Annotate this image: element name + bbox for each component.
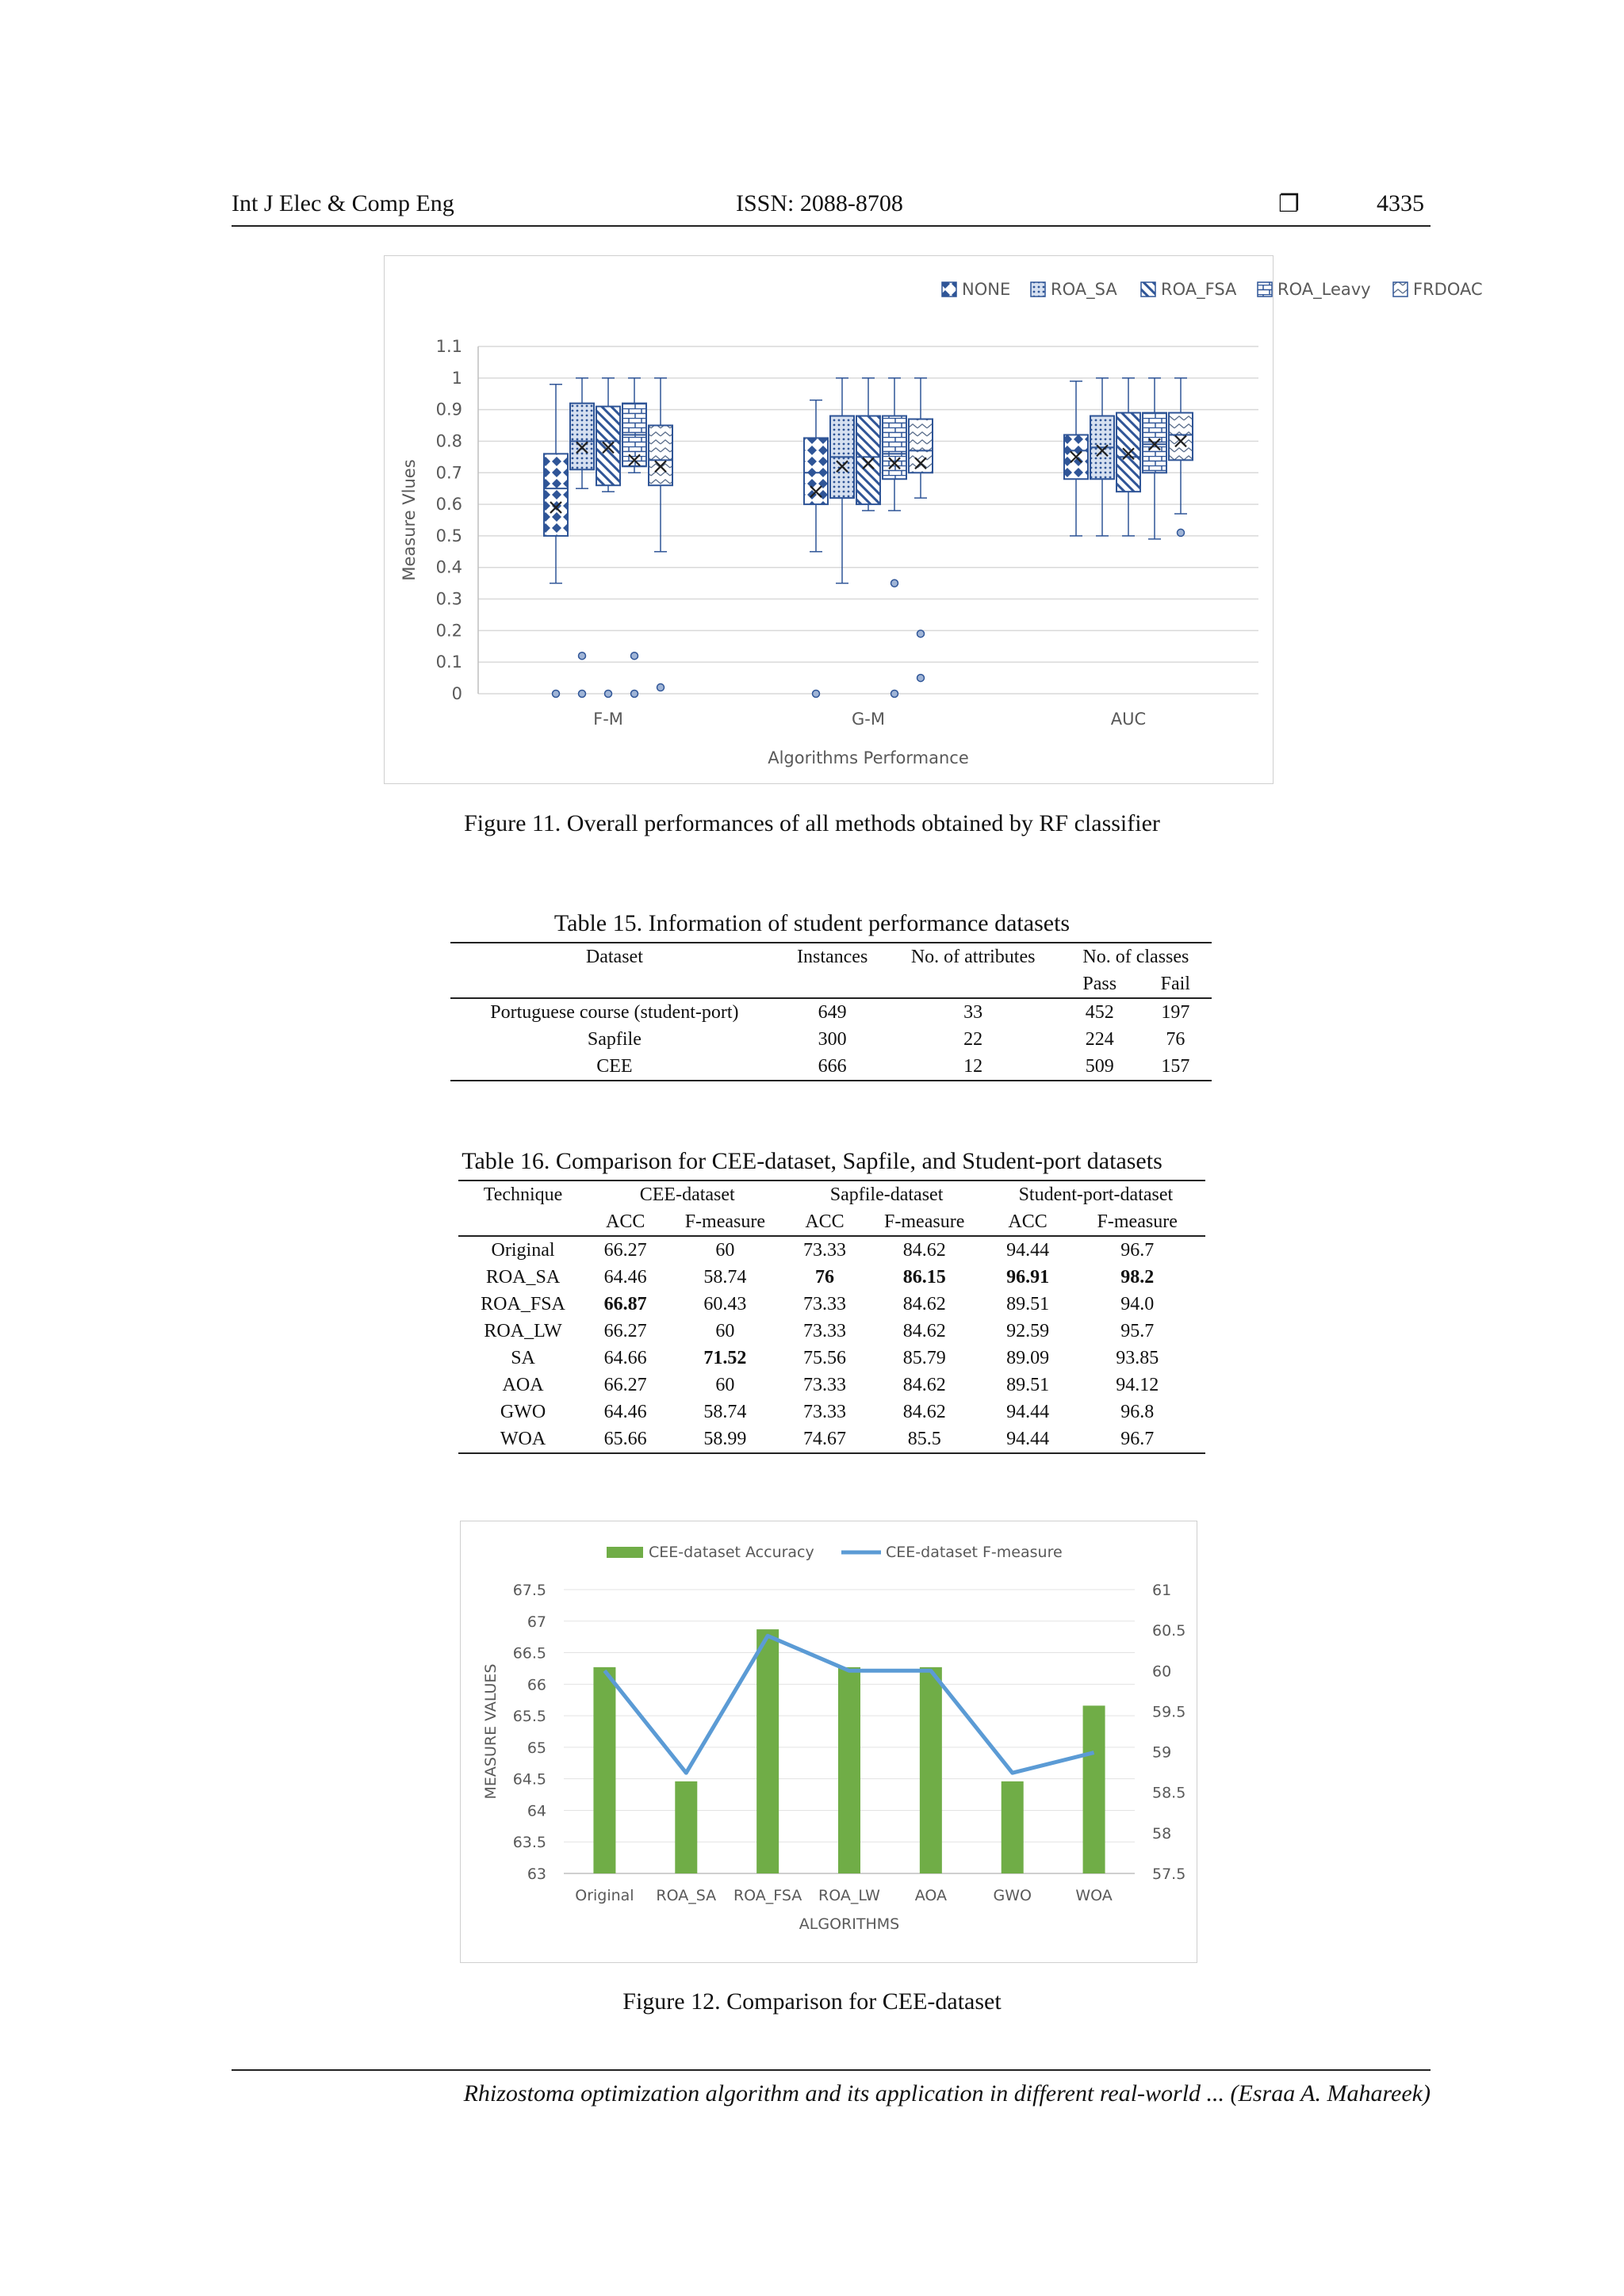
y-tick-label: 0.5 (435, 526, 462, 545)
table-cell: 64.66 (603, 1348, 647, 1368)
legend-swatch (1031, 282, 1045, 297)
table-header-row (450, 943, 1212, 970)
table-cell: 66.87 (603, 1294, 647, 1314)
box (1116, 413, 1140, 492)
legend-label: CEE-dataset F-measure (886, 1544, 1063, 1561)
box-roa_leavy (622, 378, 646, 698)
x-tick-label: ROA_LW (818, 1887, 880, 1904)
y-tick-label: 1.1 (435, 337, 462, 356)
table-row (458, 1264, 1205, 1291)
table-cell: 94.44 (1006, 1429, 1050, 1449)
table-cell: AOA (502, 1375, 544, 1395)
box-roa_sa (1090, 378, 1114, 536)
x-tick-label: AOA (914, 1887, 948, 1904)
table-row (450, 1053, 1212, 1081)
y-tick-label-left: 63 (527, 1866, 546, 1883)
outlier-point (553, 691, 560, 698)
boxplot-chart (385, 256, 1483, 783)
outlier-point (657, 684, 665, 691)
header-cell: Dataset (585, 947, 643, 967)
header-cell: ACC (588, 1208, 663, 1236)
table-cell: Sapfile (587, 1029, 642, 1050)
table-cell: 84.62 (902, 1240, 946, 1261)
legend-swatch (1393, 282, 1408, 297)
y-tick-label: 1 (451, 368, 462, 388)
y-tick-label-left: 65.5 (512, 1708, 546, 1726)
table-cell: 157 (1161, 1056, 1190, 1077)
y-tick-label: 0.1 (435, 652, 462, 672)
box-frdoac (909, 378, 933, 682)
outlier-point (579, 652, 586, 660)
legend-label: CEE-dataset Accuracy (649, 1544, 814, 1561)
table-cell: 89.51 (1006, 1294, 1050, 1314)
table-cell: 94.44 (1006, 1402, 1050, 1422)
table-cell: 94.12 (1116, 1375, 1159, 1395)
table-cell: 33 (963, 1002, 983, 1023)
bar (920, 1667, 942, 1873)
table-cell: 60 (715, 1375, 735, 1395)
box-roa_fsa (596, 378, 620, 698)
y-tick-label-right: 58.5 (1152, 1784, 1186, 1802)
header-cell: No. of classes (1082, 947, 1189, 967)
table-cell: 84.62 (902, 1375, 946, 1395)
y-tick-label-left: 65 (527, 1739, 546, 1757)
legend-item (1031, 280, 1117, 300)
bar (756, 1629, 779, 1873)
box (596, 407, 620, 486)
y-tick-label-left: 64.5 (512, 1770, 546, 1789)
y-axis-label: Measure Vlues (400, 459, 419, 581)
x-tick-label: GWO (993, 1887, 1032, 1904)
legend-item (1141, 280, 1237, 300)
y-tick-label: 0.7 (435, 463, 462, 483)
table-cell: 64.46 (603, 1267, 647, 1288)
table-cell: 94.0 (1120, 1294, 1155, 1314)
box (909, 419, 933, 473)
table-cell: 73.33 (803, 1321, 847, 1341)
issn: ISSN: 2088-8708 (736, 190, 903, 216)
table-cell: 66.27 (603, 1240, 647, 1261)
table-16 (458, 1180, 1205, 1454)
header-rule (232, 225, 1431, 227)
bar (1002, 1781, 1024, 1873)
table-cell: ROA_FSA (481, 1294, 565, 1314)
table-cell: 58.99 (703, 1429, 747, 1449)
header-cell: Fail (1139, 970, 1212, 998)
table-cell: 85.79 (902, 1348, 946, 1368)
y-tick-label: 0.9 (435, 400, 462, 419)
table-cell: 22 (963, 1029, 983, 1050)
header-cell: CEE-dataset (639, 1184, 735, 1205)
box (1143, 413, 1166, 473)
header-cell: Pass (1060, 970, 1139, 998)
table-cell: 58.74 (703, 1267, 747, 1288)
legend-label: NONE (962, 280, 1011, 299)
bar (838, 1667, 860, 1873)
box-roa_leavy (1143, 378, 1166, 539)
y-tick-label-left: 64 (527, 1802, 546, 1820)
table-row (458, 1425, 1205, 1453)
table-cell: 96.91 (1006, 1267, 1050, 1288)
table-15-caption: Table 15. Information of student performance datasets (553, 910, 1071, 936)
y-tick-label-left: 66.5 (512, 1644, 546, 1663)
y-tick-label: 0.6 (435, 495, 462, 515)
legend-item (841, 1544, 1063, 1561)
legend-label: ROA_FSA (1161, 280, 1237, 299)
table-header-row (458, 1181, 1205, 1208)
outlier-point (917, 630, 925, 637)
x-tick-label: ROA_FSA (733, 1887, 802, 1904)
box-roa_sa (830, 378, 854, 584)
table-cell: ROA_LW (484, 1321, 562, 1341)
x-axis-label: ALGORITHMS (799, 1915, 900, 1933)
table-cell: 58.74 (703, 1402, 747, 1422)
figure-11 (384, 255, 1483, 784)
table-cell: 75.56 (803, 1348, 847, 1368)
table-cell: 76 (1166, 1029, 1185, 1050)
legend-swatch (942, 282, 956, 297)
table-cell: WOA (500, 1429, 546, 1449)
table-cell: 197 (1161, 1002, 1190, 1023)
y-tick-label-right: 59.5 (1152, 1703, 1186, 1721)
outlier-point (579, 691, 586, 698)
header-cell: Student-port-dataset (1018, 1184, 1174, 1205)
x-tick-label: F-M (593, 710, 623, 729)
box-none (804, 400, 828, 698)
table-cell: 94.44 (1006, 1240, 1050, 1261)
x-tick-label: G-M (852, 710, 885, 729)
bar-line-chart (461, 1521, 1197, 1962)
table-cell: 66.27 (603, 1375, 647, 1395)
y-tick-label-right: 59 (1152, 1743, 1172, 1762)
box (804, 438, 828, 504)
table-cell: 85.5 (907, 1429, 941, 1449)
table-row (450, 1026, 1212, 1053)
box-none (1064, 381, 1088, 536)
y-tick-label: 0.4 (435, 557, 462, 577)
footer-rule (232, 2069, 1431, 2071)
box (570, 404, 594, 470)
y-tick-label-right: 61 (1152, 1582, 1172, 1599)
table-cell: 73.33 (803, 1294, 847, 1314)
table-row (458, 1345, 1205, 1372)
table-cell: 224 (1085, 1029, 1114, 1050)
outlier-point (917, 675, 925, 682)
table-cell: 60 (715, 1321, 735, 1341)
bar (1083, 1705, 1105, 1873)
box (1169, 413, 1193, 461)
table-cell: 93.85 (1116, 1348, 1159, 1368)
box (883, 416, 906, 480)
table-header-row (458, 1208, 1205, 1236)
box-roa_fsa (1116, 378, 1140, 536)
header-cell: ACC (986, 1208, 1070, 1236)
figure-12-caption: Figure 12. Comparison for CEE-dataset (622, 1988, 1002, 2015)
legend-item (942, 280, 1010, 299)
table-cell: 84.62 (902, 1402, 946, 1422)
table-cell: 95.7 (1120, 1321, 1155, 1341)
table-cell: 89.09 (1006, 1348, 1050, 1368)
y-tick-label: 0 (451, 684, 462, 703)
table-header-row (450, 970, 1212, 998)
box-frdoac (649, 378, 672, 691)
table-cell: CEE (596, 1056, 633, 1077)
y-tick-label-right: 60 (1152, 1663, 1172, 1681)
y-tick-label-right: 57.5 (1152, 1866, 1186, 1883)
header-cell: F-measure (663, 1208, 787, 1236)
table-cell: 96.7 (1120, 1240, 1155, 1261)
box-roa_leavy (883, 378, 906, 698)
header-cell: F-measure (863, 1208, 986, 1236)
table-cell: 452 (1085, 1002, 1114, 1023)
table-cell: 96.8 (1120, 1402, 1155, 1422)
legend-label: ROA_Leavy (1277, 280, 1371, 299)
box-roa_fsa (856, 378, 880, 511)
y-tick-label-left: 67.5 (512, 1582, 546, 1599)
table-cell: SA (511, 1348, 535, 1368)
table-cell: 649 (818, 1002, 847, 1023)
figure-12 (460, 1521, 1197, 1963)
table-cell: 60 (715, 1240, 735, 1261)
legend-item (1393, 280, 1483, 299)
table-cell: 71.52 (703, 1348, 747, 1368)
table-cell: 92.59 (1006, 1321, 1050, 1341)
x-axis-label: Algorithms Performance (768, 748, 969, 767)
box (649, 426, 672, 486)
table-cell: 74.67 (803, 1429, 847, 1449)
table-row (450, 998, 1212, 1026)
table-cell: 84.62 (902, 1321, 946, 1341)
table-row (458, 1236, 1205, 1264)
header-cell: Technique (483, 1184, 563, 1205)
outlier-point (891, 691, 898, 698)
table-cell: 86.15 (902, 1267, 946, 1288)
table-cell: Original (491, 1240, 555, 1261)
y-tick-label: 0.8 (435, 431, 462, 451)
outlier-point (1178, 529, 1185, 536)
box-frdoac (1169, 378, 1193, 537)
table-cell: GWO (500, 1402, 546, 1422)
table-cell: 89.51 (1006, 1375, 1050, 1395)
table-15 (450, 942, 1212, 1081)
table-16-caption: Table 16. Comparison for CEE-dataset, Sapfile, and Student-port datasets (462, 1148, 1162, 1174)
y-tick-label-left: 66 (527, 1676, 546, 1694)
table-cell: 73.33 (803, 1375, 847, 1395)
page-number: 4335 (1377, 190, 1424, 216)
x-tick-label: WOA (1075, 1887, 1113, 1904)
table-cell: 509 (1085, 1056, 1114, 1077)
table-cell: 64.46 (603, 1402, 647, 1422)
table-cell: 76 (815, 1267, 835, 1288)
x-tick-label: ROA_SA (656, 1887, 717, 1904)
outlier-point (631, 652, 638, 660)
bar (593, 1667, 615, 1873)
table-cell: 60.43 (703, 1294, 747, 1314)
table-cell: 98.2 (1120, 1267, 1155, 1288)
table-row (458, 1291, 1205, 1318)
table-cell: ROA_SA (485, 1267, 561, 1288)
box (544, 453, 568, 536)
y-tick-label: 0.2 (435, 621, 462, 641)
y-tick-label-right: 60.5 (1152, 1622, 1186, 1640)
table-cell: 12 (963, 1056, 983, 1077)
box (856, 416, 880, 504)
table-cell: 73.33 (803, 1240, 847, 1261)
outlier-point (631, 691, 638, 698)
legend-item (1258, 280, 1371, 300)
table-cell: 73.33 (803, 1402, 847, 1422)
x-tick-label: Original (575, 1887, 634, 1904)
header-cell: Sapfile-dataset (829, 1184, 944, 1205)
table-row (458, 1372, 1205, 1399)
table-cell: 65.66 (603, 1429, 647, 1449)
box-roa_sa (570, 378, 594, 698)
header-cell: F-measure (1069, 1208, 1205, 1236)
table-cell: 300 (818, 1029, 847, 1050)
y-axis-label: MEASURE VALUES (482, 1663, 500, 1800)
legend-label: ROA_SA (1051, 280, 1117, 299)
header-cell: No. of attributes (910, 947, 1036, 967)
y-tick-label: 0.3 (435, 589, 462, 609)
legend-swatch (1141, 282, 1155, 297)
outlier-point (813, 691, 820, 698)
outlier-point (605, 691, 612, 698)
outlier-point (891, 580, 898, 587)
y-tick-label-left: 63.5 (512, 1834, 546, 1852)
journal-name: Int J Elec & Comp Eng (232, 190, 454, 216)
table-cell: 66.27 (603, 1321, 647, 1341)
bar (675, 1781, 697, 1873)
table-row (458, 1399, 1205, 1425)
table-row (458, 1318, 1205, 1345)
legend-swatch (1258, 282, 1272, 297)
table-cell: 96.7 (1120, 1429, 1155, 1449)
y-tick-label-right: 58 (1152, 1824, 1172, 1843)
box-symbol: ❐ (1278, 191, 1300, 217)
figure-11-caption: Figure 11. Overall performances of all methods obtained by RF classifier (464, 810, 1160, 836)
x-tick-label: AUC (1110, 710, 1147, 729)
legend-label: FRDOAC (1413, 280, 1483, 299)
header-cell: Instances (796, 947, 868, 967)
box-none (544, 385, 568, 698)
footer-text: Rhizostoma optimization algorithm and its application in different real-world ... (Esraa A. Mahareek) (463, 2080, 1431, 2107)
y-tick-label-left: 67 (527, 1613, 546, 1631)
table-cell: 666 (818, 1056, 847, 1077)
table-cell: Portuguese course (student-port) (490, 1002, 739, 1023)
table-cell: 84.62 (902, 1294, 946, 1314)
legend-item (607, 1544, 814, 1561)
legend-swatch (607, 1547, 643, 1558)
header-cell: ACC (787, 1208, 862, 1236)
